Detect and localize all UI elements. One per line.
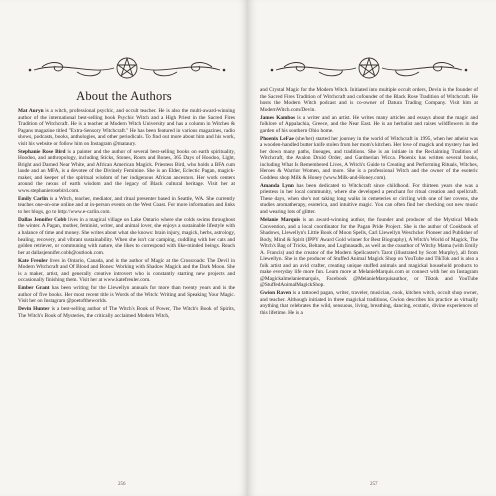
bio-text: and Crystal Magic for the Modern Witch. Initiated into multiple occult orders, Devin is the founder of the Sacred Fires Tradition of Witchcraft and cofounder of the Black Rose Tradition of Witchcraft. He hosts the Modern Witch podcast and is co-owner of Datura Trading Company. Visit him at ModernWitch.com/Devin. bbox=[260, 87, 478, 113]
author-name: Kate Freuler bbox=[18, 257, 48, 264]
bio-text: (she/her) started her journey in the world of Witchcraft in 1995, when her atheist was a wooden-handled butter knife stolen from her mom's kitchen. Her love of magick and mystery has led her down many paths, lineages, and traditions. She is an initiate in the Reclaiming Tradition of Witchcraft, the Avalon Druid Order, and Gardnerian Wicca. Phoenix has written several books, including What Is Remembered Lives, A Witch's Guide to Creating and Performing Rituals, Witches, Heroes & Warrior Women, and more. She is a professional Witch and the owner of the esoteric Goddess shop Milk & Honey (www.Milk-and-Honey.com). bbox=[260, 135, 478, 181]
bio-paragraph bbox=[260, 115, 478, 135]
bio-paragraph bbox=[18, 258, 235, 284]
author-name: Devin Hunter bbox=[18, 306, 50, 313]
left-bios bbox=[18, 108, 235, 321]
bio-text: is a witch, professional psychic, and occult teacher. He is also the multi-award-winning author of the international best-selling book Psychic Witch and a High Priest in the Sacred Fires Tradition of Witchcraft. He is a teacher at Modern Witch University and has a column in Witches & Pagans magazine titled "Extra-Sensory Witchcraft." He has been featured in various magazines, radio shows, podcasts, books, anthologies, and other periodicals. To find out more about him and his work, visit his website or follow him on Instagram @mataury. bbox=[18, 108, 235, 147]
bio-paragraph bbox=[260, 87, 478, 113]
bio-text: is a best-selling author of The Witch's Book of Power, The Witch's Book of Spirits, The Witch's Book of Mysteries, the critically acclaimed Modern Witch, bbox=[18, 306, 236, 319]
author-name: Emily Carlin bbox=[18, 195, 48, 202]
bio-text: has been writing for the Llewellyn annuals for more than twenty years and is the author of five books. Her most recent title is Words of the Witch: Writing and Speaking Your Magic. Visit her on Instagram @poetoftheworlds. bbox=[18, 285, 236, 305]
right-bios bbox=[260, 87, 478, 318]
bio-paragraph bbox=[18, 108, 235, 147]
author-name: Amanda Lynn bbox=[260, 182, 294, 189]
bio-text: is a writer and an artist. He writes many articles and essays about the magic and folklore of Appalachia, Greece, and the Near East. He is an herbalist and raises wildflowers in the garden of his southern Ohio home. bbox=[260, 114, 478, 134]
author-name: Stephanie Rose Bird bbox=[18, 148, 66, 155]
author-name: Mat Auryn bbox=[18, 108, 44, 114]
author-name: Melanie Marquis bbox=[260, 216, 301, 223]
bio-text: is an award-winning author, the founder and producer of the Mystical Minds Convention, and a local coordinator for the Pagan Pride Project. She is the author of Cookbook of Shadows, Llewellyn's Little Book of Moon Spells, Carl Llewellyn Weschcke: Pioneer and Publisher of Body, Mind & Spirit (IPPY Award Gold winner for Best Biography), A Witch's World of Magick, The Witch's Bag of Tricks, Beltane, and Lughnasadh, as well as the coauthor of Witchy Mama (with Emily A. Francis) and the creator of the Modern Spellcaster's Tarot (illustrated by Scott Murphy), all from Llewellyn. She is the producer of Stuffed Animal Magick Shop on YouTube and TikTok and is also a folk artist and an avid crafter, creating unique stuffed animals and magickal household products to make everyday life more fun. Learn more at MelanieMarquis.com or connect with her on Instagram @Magickalmelaniemarquis, Facebook @MelanieMarquisauthor, or Tiktok and YouTube @StuffedAnimalMagickShop. bbox=[260, 216, 479, 289]
author-name: Dallas Jennifer Cobb bbox=[18, 216, 67, 223]
bio-paragraph bbox=[18, 285, 235, 305]
bio-paragraph bbox=[18, 306, 235, 319]
author-name: Phoenix LeFae bbox=[260, 135, 294, 142]
bio-paragraph bbox=[260, 136, 478, 182]
bio-text: lives in a magical village on Lake Ontario where she colds swims throughout the winter. A Pagan, mother, feminist, writer, and animal lover, she enjoys a sustainable lifestyle with a balance of time and money. She writes about what she knows: brain injury, magick, herbs, astrology, healing, recovery, and vibrant sustainability. When she isn't car camping, cuddling with her cats and golden retriever, or communing with nature, she likes to correspond with like-minded beings. Reach her at dallasjennifer.cobb@outlook.com. bbox=[18, 216, 235, 256]
bio-paragraph bbox=[18, 196, 235, 216]
author-name: James Kambos bbox=[260, 114, 296, 121]
bio-text: has been dedicated to Witchcraft since childhood. For thirteen years she was a priestess in her local community, where she developed a penchant for ritual creation and spellcraft. These days, when she's not taking long walks in cemeteries or circling with one of her covens, she studies aromatherapy, esoterica, and intuitive magic. You can often find her checking out new music and wearing lots of glitter. bbox=[260, 182, 479, 216]
page-number: 257 bbox=[370, 482, 378, 487]
bio-paragraph bbox=[18, 149, 235, 195]
bio-text: is a tattooed pagan, writer, traveler, musician, cook, kitchen witch, occult shop owner, and teacher. Although initiated in three magickal traditions, Gwion describes his practice as virtually anything that celebrates the wild, sensuous, living, breathing, dancing, ecstatic, divine experiences of this lifetime. He is a bbox=[260, 290, 478, 316]
page-title: About the Authors bbox=[76, 89, 172, 103]
author-name: Gwion Raven bbox=[260, 290, 292, 297]
right-page bbox=[248, 0, 496, 496]
bio-text: is a Witch, teacher, mediator, and ritual presenter based in Seattle, WA. She currently teaches one-on-one online and at in-person events on the West Coast. For more information and links to her blogs, go to http://www.e-carlin.com. bbox=[18, 195, 236, 215]
bio-paragraph bbox=[260, 290, 478, 316]
bio-paragraph bbox=[18, 217, 235, 256]
page-number: 256 bbox=[118, 482, 126, 487]
author-name: Ember Grant bbox=[18, 285, 50, 292]
bio-text: lives in Ontario, Canada, and is the author of Magic at the Crossroads: The Devil in Modern Witchcraft and Of Blood and Bones: Working with Shadow Magick and the Dark Moon. She is a maker, artist, and generally creative introvert who is constantly starting new projects and occasionally finishing them. Visit her at www.katefreuler.com. bbox=[18, 257, 235, 284]
bio-paragraph bbox=[260, 183, 478, 216]
bio-paragraph bbox=[260, 217, 478, 289]
bio-text: is a painter and the author of several best-selling books on earth spirituality, Hoodoo, and anthropology, including Sticks, Stones, Roots and Bones, 365 Days of Hoodoo, Light, Bright and Darned Near White, and African American Magick. Priestess Bird, who holds a BFA cum laude and an MFA, is a devotee of the Divinely Feminine. She is an Elder, Eclectic Pagan, magick-maker, and keeper of the spiritual wisdom of her indigenous African ancestors. Her work centers around the nexus of earth wisdom and the legacy of Black cultural heritage. Visit her at www.stephanierosebird.com. bbox=[18, 148, 235, 194]
pentacle-ornament-icon bbox=[22, 55, 232, 81]
pentacle-ornament-icon bbox=[264, 55, 474, 81]
